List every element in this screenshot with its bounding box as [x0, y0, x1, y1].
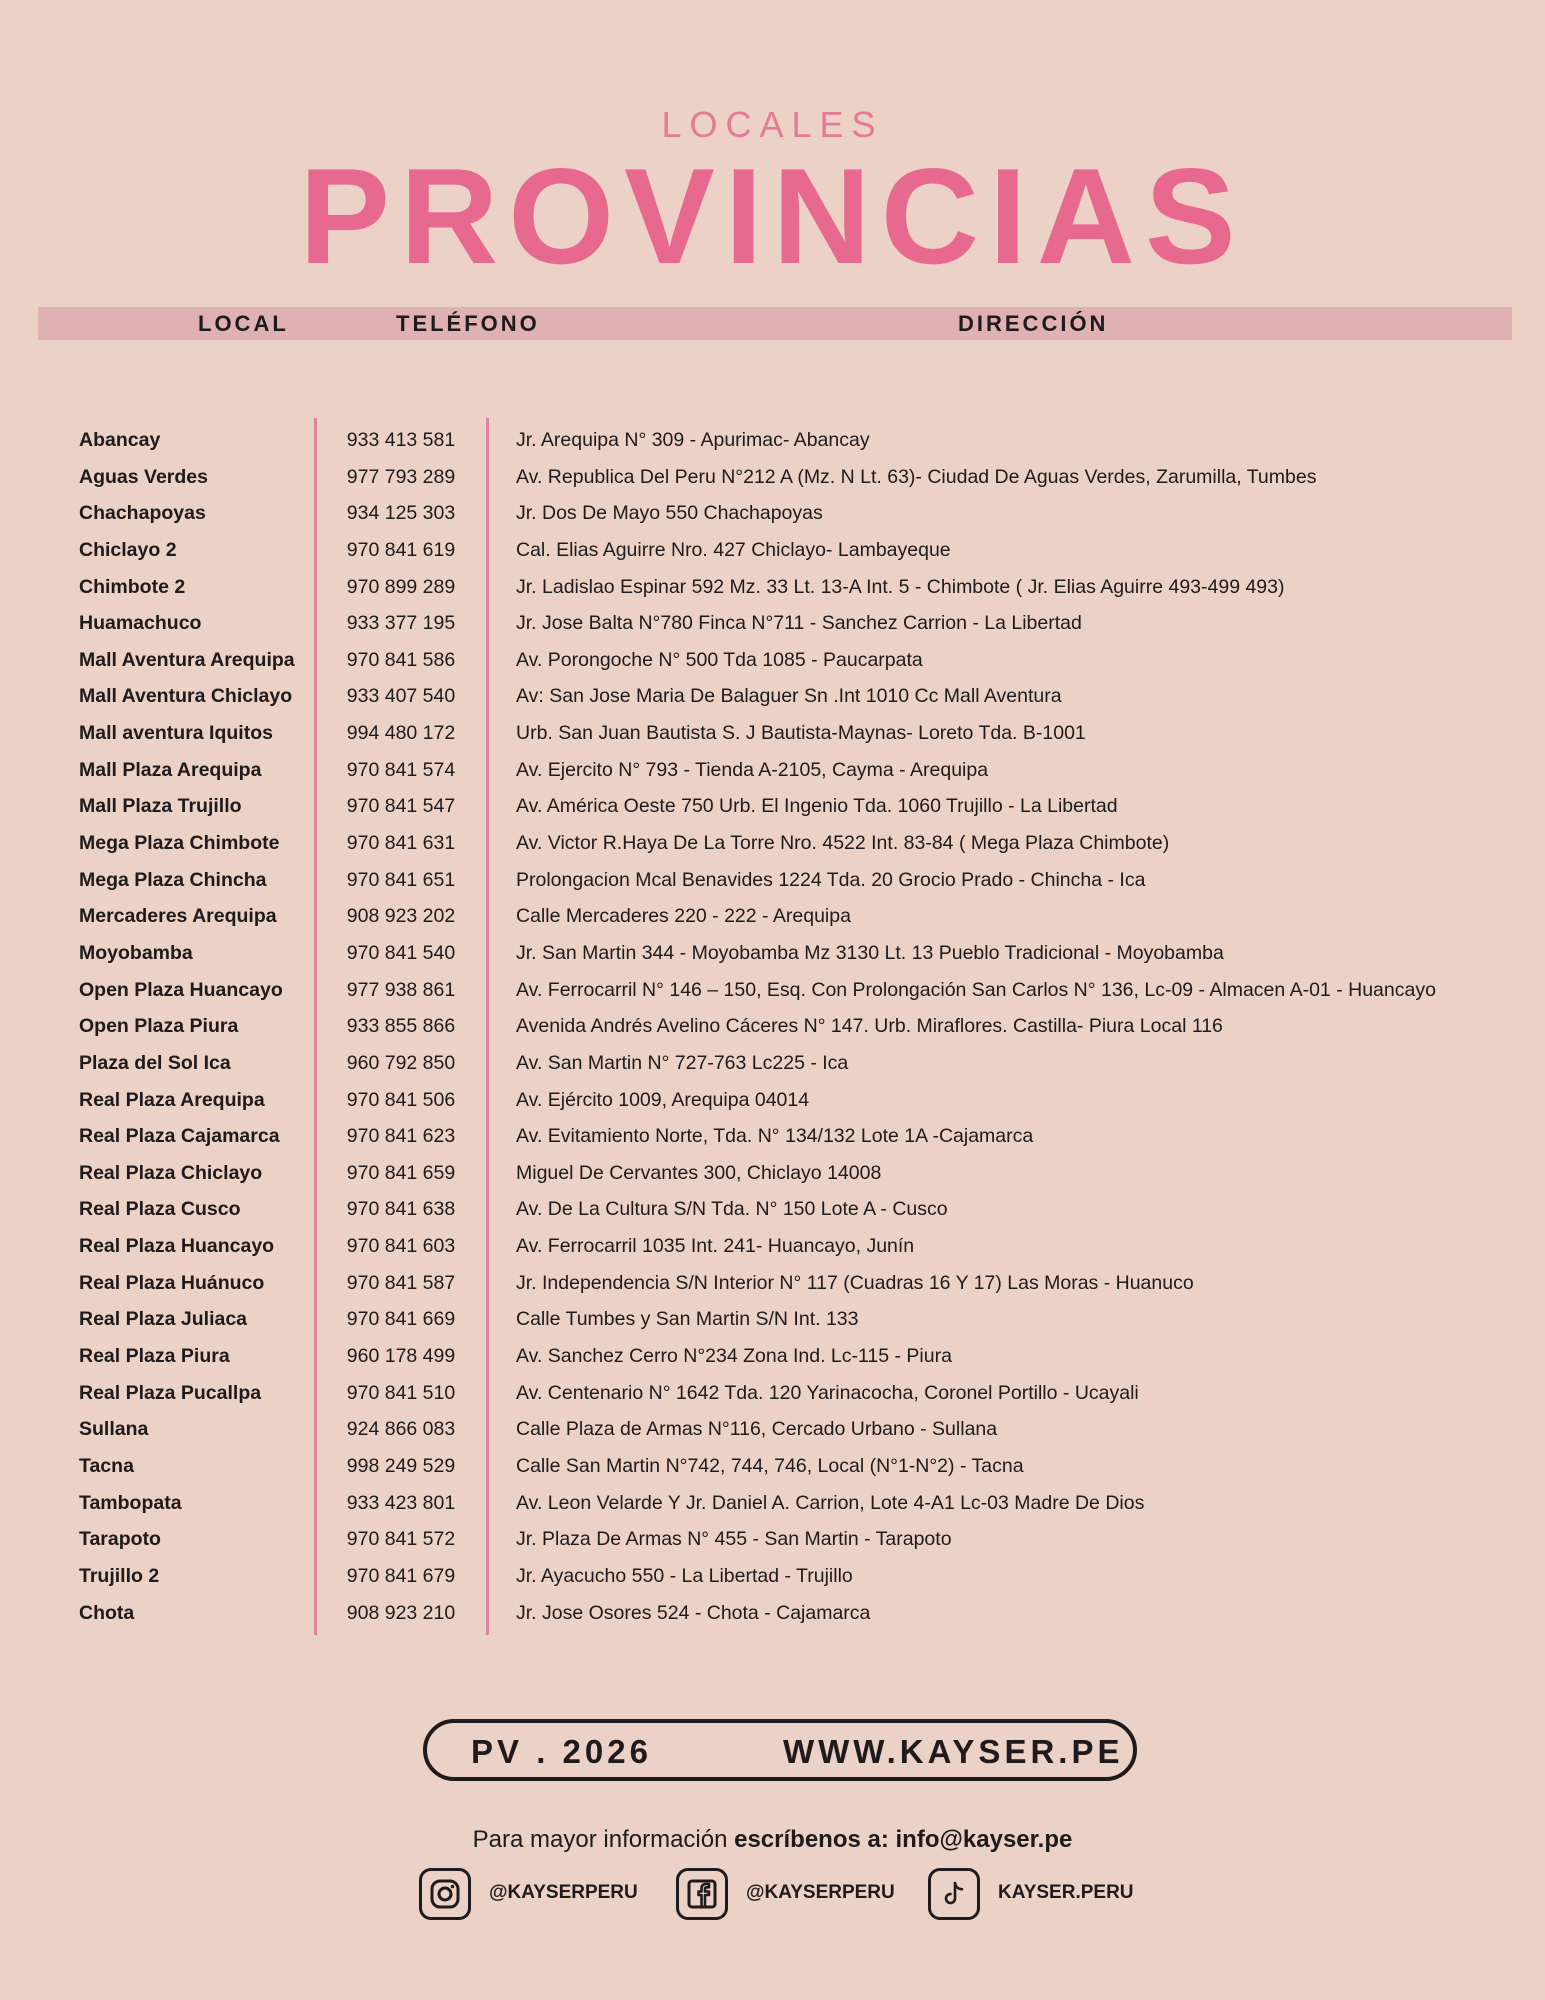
store-local: Mega Plaza Chincha: [79, 868, 267, 891]
table-row: [0, 972, 1545, 1009]
table-row: [0, 642, 1545, 679]
table-row: [0, 898, 1545, 935]
store-telefono: 970 841 540: [346, 941, 456, 964]
store-local: Open Plaza Huancayo: [79, 978, 283, 1001]
facebook-icon[interactable]: [676, 1868, 728, 1920]
table-row: [0, 825, 1545, 862]
store-local: Mall Aventura Chiclayo: [79, 685, 293, 708]
store-local: Open Plaza Piura: [79, 1015, 239, 1038]
store-local: Real Plaza Piura: [79, 1345, 230, 1368]
store-telefono: 970 841 619: [346, 538, 456, 561]
store-local: Mall aventura Iquitos: [79, 722, 273, 745]
table-row: [0, 1265, 1545, 1302]
table-row: [0, 1301, 1545, 1338]
store-local: Real Plaza Cusco: [79, 1198, 241, 1221]
instagram-icon[interactable]: [419, 1868, 471, 1920]
instagram-handle[interactable]: @KAYSERPERU: [489, 1882, 638, 1903]
store-direccion: Av. Leon Velarde Y Jr. Daniel A. Carrion, Lote 4-A1 Lc-03 Madre De Dios: [516, 1491, 1145, 1514]
store-direccion: Av. Sanchez Cerro N°234 Zona Ind. Lc-115 - Piura: [516, 1345, 952, 1368]
contact-prefix: Para mayor información: [472, 1826, 735, 1853]
table-row: [0, 1521, 1545, 1558]
store-local: Real Plaza Juliaca: [79, 1308, 248, 1331]
store-telefono: 933 855 866: [346, 1015, 456, 1038]
store-local: Real Plaza Chiclayo: [79, 1161, 263, 1184]
store-telefono: 970 841 506: [346, 1088, 456, 1111]
store-telefono: 970 841 510: [346, 1381, 456, 1404]
store-telefono: 970 841 623: [346, 1125, 456, 1148]
store-telefono: 970 841 679: [346, 1564, 456, 1587]
store-direccion: Jr. Ayacucho 550 - La Libertad - Trujillo: [516, 1564, 853, 1587]
store-direccion: Av. Centenario N° 1642 Tda. 120 Yarinacocha, Coronel Portillo - Ucayali: [516, 1381, 1139, 1404]
store-direccion: Av. San Martin N° 727-763 Lc225 - Ica: [516, 1051, 849, 1074]
store-telefono: 970 841 574: [346, 758, 456, 781]
table-row: [0, 1082, 1545, 1119]
store-direccion: Av. Evitamiento Norte, Tda. N° 134/132 Lote 1A -Cajamarca: [516, 1125, 1034, 1148]
contact-line: [0, 1826, 1545, 1854]
store-direccion: Avenida Andrés Avelino Cáceres N° 147. Urb. Miraflores. Castilla- Piura Local 116: [516, 1015, 1223, 1038]
store-direccion: Cal. Elias Aguirre Nro. 427 Chiclayo- Lambayeque: [516, 538, 951, 561]
store-local: Mall Aventura Arequipa: [79, 648, 295, 671]
store-direccion: Calle Plaza de Armas N°116, Cercado Urbano - Sullana: [516, 1418, 998, 1441]
store-telefono: 970 841 651: [346, 868, 456, 891]
store-telefono: 934 125 303: [346, 502, 456, 525]
store-local: Mall Plaza Arequipa: [79, 758, 262, 781]
table-row: [0, 532, 1545, 569]
store-local: Real Plaza Arequipa: [79, 1088, 265, 1111]
table-row: [0, 569, 1545, 606]
store-direccion: Av. Ejército 1009, Arequipa 04014: [516, 1088, 810, 1111]
store-direccion: Jr. Jose Osores 524 - Chota - Cajamarca: [516, 1601, 871, 1624]
store-direccion: Miguel De Cervantes 300, Chiclayo 14008: [516, 1161, 882, 1184]
store-local: Tambopata: [79, 1491, 182, 1514]
store-telefono: 960 178 499: [346, 1345, 456, 1368]
store-telefono: 908 923 202: [346, 905, 456, 928]
store-direccion: Av. Ferrocarril 1035 Int. 241- Huancayo, Junín: [516, 1235, 915, 1258]
facebook-handle[interactable]: @KAYSERPERU: [746, 1882, 895, 1903]
season-label: PV . 2026: [471, 1733, 652, 1770]
column-header-local: LOCAL: [198, 311, 289, 336]
table-row: [0, 1118, 1545, 1155]
store-direccion: Jr. Jose Balta N°780 Finca N°711 - Sanchez Carrion - La Libertad: [516, 612, 1082, 635]
table-row: [0, 678, 1545, 715]
table-row: [0, 1411, 1545, 1448]
table-row: [0, 1155, 1545, 1192]
store-telefono: 933 423 801: [346, 1491, 456, 1514]
table-row: [0, 1558, 1545, 1595]
store-direccion: Calle Mercaderes 220 - 222 - Arequipa: [516, 905, 851, 928]
store-direccion: Av: San Jose Maria De Balaguer Sn .Int 1010 Cc Mall Aventura: [516, 685, 1062, 708]
store-telefono: 970 899 289: [346, 575, 456, 598]
table-row: [0, 862, 1545, 899]
table-row: [0, 1595, 1545, 1632]
store-direccion: Av. Porongoche N° 500 Tda 1085 - Paucarpata: [516, 648, 923, 671]
store-direccion: Av. Victor R.Haya De La Torre Nro. 4522 Int. 83-84 ( Mega Plaza Chimbote): [516, 832, 1170, 855]
store-local: Aguas Verdes: [79, 465, 208, 488]
store-telefono: 977 793 289: [346, 465, 456, 488]
store-direccion: Jr. San Martin 344 - Moyobamba Mz 3130 Lt. 13 Pueblo Tradicional - Moyobamba: [516, 941, 1224, 964]
contact-email[interactable]: escríbenos a: info@kayser.pe: [734, 1826, 1073, 1853]
table-row: [0, 422, 1545, 459]
season-badge: [423, 1719, 1137, 1781]
table-header: [38, 307, 1512, 340]
table-row: [0, 935, 1545, 972]
store-direccion: Jr. Dos De Mayo 550 Chachapoyas: [516, 502, 823, 525]
store-local: Mega Plaza Chimbote: [79, 832, 280, 855]
table-row: [0, 715, 1545, 752]
store-local: Moyobamba: [79, 941, 193, 964]
table-row: [0, 1338, 1545, 1375]
store-local: Tacna: [79, 1454, 134, 1477]
table-row: [0, 1008, 1545, 1045]
store-direccion: Calle San Martin N°742, 744, 746, Local (N°1-N°2) - Tacna: [516, 1454, 1024, 1477]
table-row: [0, 1448, 1545, 1485]
store-local: Real Plaza Pucallpa: [79, 1381, 262, 1404]
store-local: Trujillo 2: [79, 1564, 160, 1587]
store-telefono: 924 866 083: [346, 1418, 456, 1441]
store-local: Real Plaza Cajamarca: [79, 1125, 280, 1148]
store-local: Real Plaza Huancayo: [79, 1235, 275, 1258]
table-row: [0, 605, 1545, 642]
store-local: Huamachuco: [79, 612, 202, 635]
store-telefono: 933 413 581: [346, 429, 456, 451]
column-header-telefono: TELÉFONO: [396, 311, 540, 336]
tiktok-icon[interactable]: [928, 1868, 980, 1920]
store-telefono: 970 841 638: [346, 1198, 456, 1221]
store-telefono: 998 249 529: [346, 1454, 456, 1477]
store-list: [0, 422, 1545, 1631]
store-telefono: 933 407 540: [346, 685, 456, 708]
store-direccion: Jr. Plaza De Armas N° 455 - San Martin - Tarapoto: [516, 1528, 952, 1551]
store-direccion: Calle Tumbes y San Martin S/N Int. 133: [516, 1308, 859, 1331]
store-local: Mercaderes Arequipa: [79, 905, 277, 928]
store-direccion: Av. De La Cultura S/N Tda. N° 150 Lote A - Cusco: [516, 1198, 948, 1221]
table-row: [0, 1375, 1545, 1412]
store-telefono: 970 841 603: [346, 1235, 456, 1258]
table-row: [0, 1191, 1545, 1228]
store-local: Abancay: [79, 429, 161, 451]
store-local: Real Plaza Huánuco: [79, 1271, 265, 1294]
store-direccion: Av. América Oeste 750 Urb. El Ingenio Tda. 1060 Trujillo - La Libertad: [516, 795, 1118, 818]
store-local: Chachapoyas: [79, 502, 206, 525]
store-local: Tarapoto: [79, 1528, 161, 1551]
table-row: [0, 788, 1545, 825]
store-local: Mall Plaza Trujillo: [79, 795, 242, 818]
store-telefono: 970 841 586: [346, 648, 456, 671]
store-telefono: 970 841 659: [346, 1161, 456, 1184]
store-direccion: Av. Republica Del Peru N°212 A (Mz. N Lt. 63)- Ciudad De Aguas Verdes, Zarumilla, Tumbes: [516, 465, 1317, 488]
page-title: PROVINCIAS: [299, 140, 1246, 292]
table-row: [0, 459, 1545, 496]
table-row: [0, 1485, 1545, 1522]
store-telefono: 994 480 172: [346, 722, 456, 745]
store-telefono: 970 841 669: [346, 1308, 456, 1331]
store-telefono: 908 923 210: [346, 1601, 456, 1624]
store-telefono: 970 841 587: [346, 1271, 456, 1294]
store-telefono: 970 841 631: [346, 832, 456, 855]
store-local: Chimbote 2: [79, 575, 186, 598]
column-header-direccion: DIRECCIÓN: [958, 311, 1109, 336]
store-direccion: Jr. Independencia S/N Interior N° 117 (Cuadras 16 Y 17) Las Moras - Huanuco: [516, 1271, 1194, 1294]
table-row: [0, 1045, 1545, 1082]
store-telefono: 960 792 850: [346, 1051, 456, 1074]
store-telefono: 933 377 195: [346, 612, 456, 635]
store-telefono: 970 841 547: [346, 795, 456, 818]
store-telefono: 977 938 861: [346, 978, 456, 1001]
store-direccion: Urb. San Juan Bautista S. J Bautista-Maynas- Loreto Tda. B-1001: [516, 722, 1086, 745]
store-direccion: Av. Ferrocarril N° 146 – 150, Esq. Con Prolongación San Carlos N° 136, Lc-09 - Almacen A-01 - Huancayo: [516, 978, 1436, 1001]
page-subtitle: LOCALES: [661, 104, 884, 145]
store-local: Plaza del Sol Ica: [79, 1051, 231, 1074]
table-row: [0, 1228, 1545, 1265]
table-row: [0, 752, 1545, 789]
store-local: Sullana: [79, 1418, 149, 1441]
store-telefono: 970 841 572: [346, 1528, 456, 1551]
store-direccion: Prolongacion Mcal Benavides 1224 Tda. 20 Grocio Prado - Chincha - Ica: [516, 868, 1146, 891]
store-direccion: Jr. Ladislao Espinar 592 Mz. 33 Lt. 13-A Int. 5 - Chimbote ( Jr. Elias Aguirre 493-499 493): [516, 575, 1285, 598]
tiktok-handle[interactable]: KAYSER.PERU: [998, 1882, 1134, 1903]
store-local: Chiclayo 2: [79, 538, 177, 561]
store-local: Chota: [79, 1601, 135, 1624]
store-direccion: Jr. Arequipa N° 309 - Apurimac- Abancay: [516, 429, 870, 451]
store-direccion: Av. Ejercito N° 793 - Tienda A-2105, Cayma - Arequipa: [516, 758, 989, 781]
table-row: [0, 495, 1545, 532]
website-link[interactable]: WWW.KAYSER.PE: [783, 1733, 1124, 1770]
